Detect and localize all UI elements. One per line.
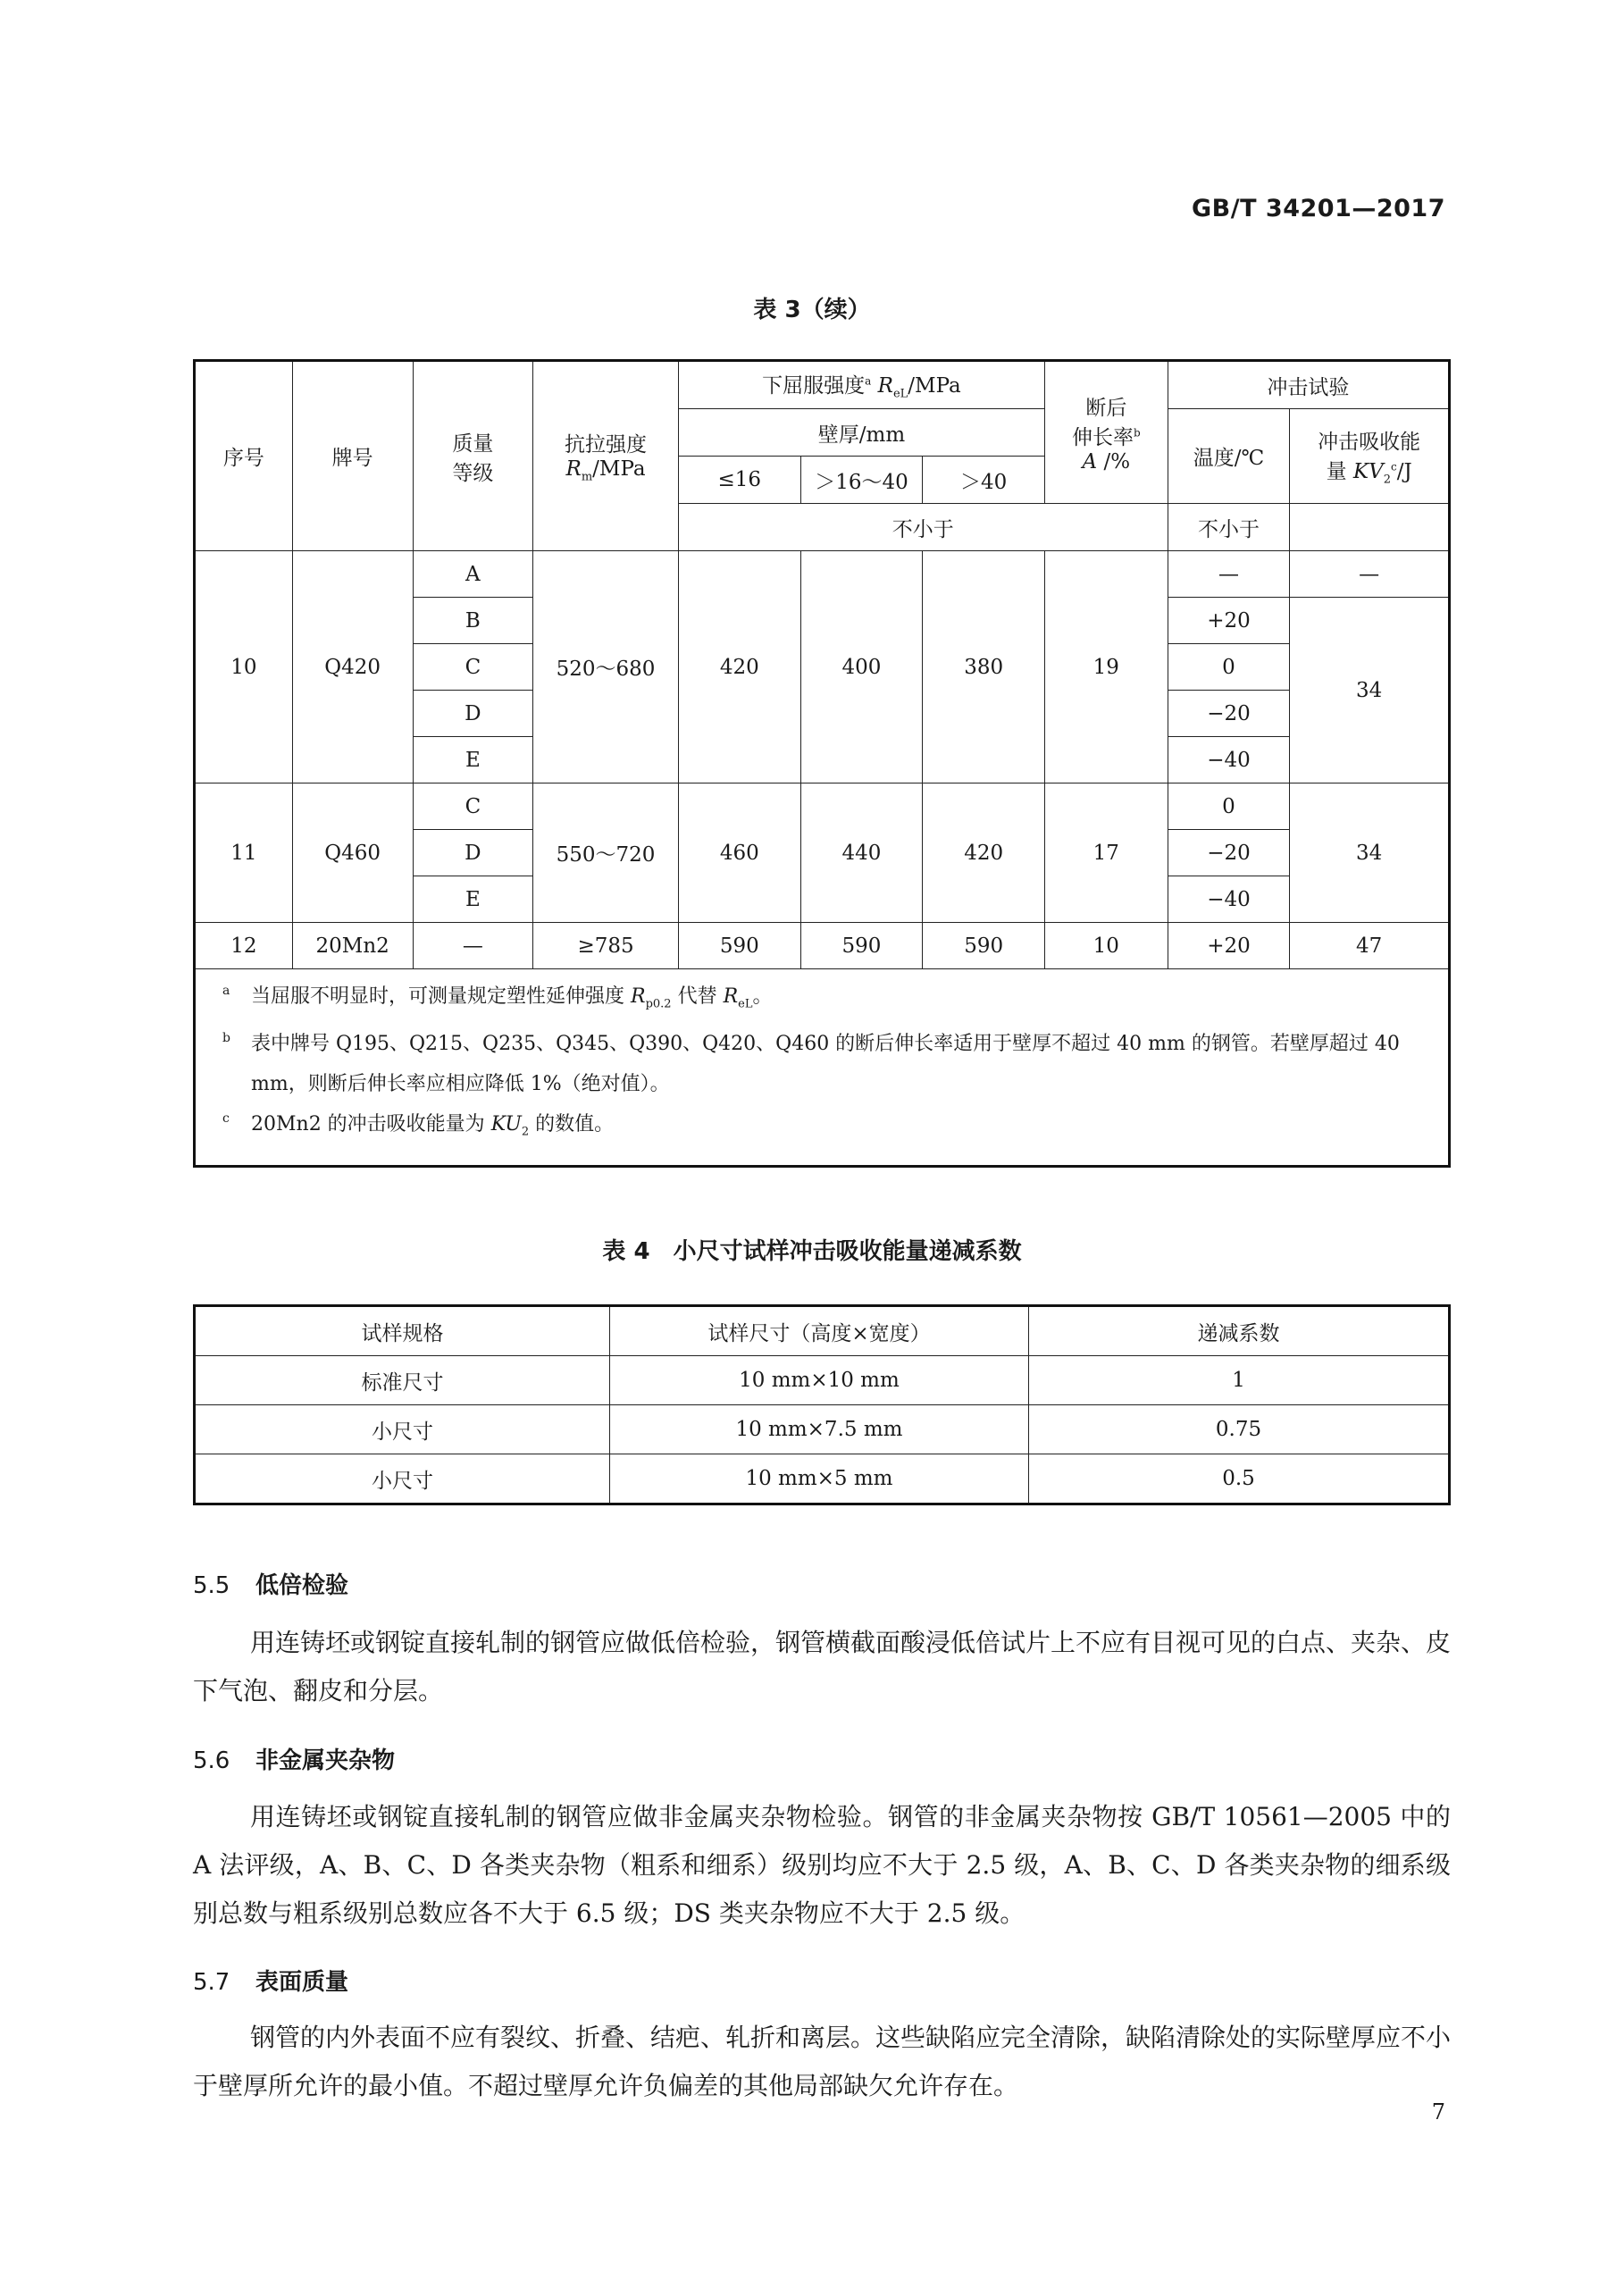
r11-temp-d: −20 <box>1168 830 1290 876</box>
r10-w3: 380 <box>923 551 1045 783</box>
r12-grade: 20Mn2 <box>292 923 413 969</box>
r11-elong: 17 <box>1045 783 1168 923</box>
table3-title: 表 3（续） <box>753 297 871 323</box>
r10-w2: 400 <box>800 551 923 783</box>
r12-seq: 12 <box>195 923 293 969</box>
table4-title: 表 4 小尺寸试样冲击吸收能量递减系数 <box>602 1238 1022 1265</box>
header-not-less: 不小于 <box>678 504 1168 551</box>
note-a: a 当屈服不明显时，可测量规定塑性延伸强度 $R_{p0.2}$ 代替 $R_{eL}$。 <box>222 984 773 1011</box>
header-quality: 质量 等级 <box>413 361 533 551</box>
r10-temp-c: 0 <box>1168 644 1290 691</box>
section-5-6-heading: 5.6 非金属夹杂物 <box>193 1747 396 1774</box>
r12-w2: 590 <box>800 923 923 969</box>
header-not-less-energy: 不小于 <box>1168 504 1290 551</box>
header-wall: 壁厚/mm <box>678 409 1044 457</box>
r11-tensile: 550～720 <box>533 783 679 923</box>
table4-cell: 10 mm×10 mm <box>609 1356 1028 1405</box>
header-w3: ＞40 <box>923 457 1045 504</box>
table4-cell: 小尺寸 <box>195 1405 610 1454</box>
r11-w3: 420 <box>923 783 1045 923</box>
r10-elong: 19 <box>1045 551 1168 783</box>
table-row <box>195 1356 1450 1405</box>
header-yield: 下屈服强度$^a$ $R_{eL}$/MPa <box>678 361 1044 409</box>
table4-header: 试样规格 <box>195 1306 610 1356</box>
r10-energy: 34 <box>1290 598 1450 783</box>
r10-temp-a: — <box>1168 551 1290 598</box>
r12-tensile: ≥785 <box>533 923 679 969</box>
section-5-7-heading: 5.7 表面质量 <box>193 1969 349 1996</box>
table4-cell: 标准尺寸 <box>195 1356 610 1405</box>
r12-q: — <box>413 923 533 969</box>
r10-q-d: D <box>413 691 533 737</box>
r12-elong: 10 <box>1045 923 1168 969</box>
r11-w1: 460 <box>678 783 800 923</box>
r11-energy: 34 <box>1290 783 1450 923</box>
table3-notes <box>195 969 1450 1167</box>
header-w2: ＞16～40 <box>800 457 923 504</box>
r10-temp-b: +20 <box>1168 598 1290 644</box>
table4-header-row <box>195 1306 1450 1356</box>
table4-cell: 10 mm×5 mm <box>609 1454 1028 1504</box>
table4-header: 试样尺寸（高度×宽度） <box>609 1306 1028 1356</box>
r11-seq: 11 <box>195 783 293 923</box>
r12-temp: +20 <box>1168 923 1290 969</box>
r10-q-b: B <box>413 598 533 644</box>
note-c: c 20Mn2 的冲击吸收能量为 $KU_2$ 的数值。 <box>222 1111 615 1139</box>
section-5-6-text: 用连铸坯或钢锭直接轧制的钢管应做非金属夹杂物检验。钢管的非金属夹杂物按 GB/T 10561—2005 中的 A 法评级，A、B、C、D 各类夹杂物（粗系和细系）级别均应不大于 2.5 级，A、B、C、D 各类夹杂物的细系级别总数与粗系级别总数应各不大于 6.5 级；DS 类夹杂物应不大于 2.5 级。 <box>193 1802 1451 1928</box>
r11-q-c: C <box>413 783 533 830</box>
r11-grade: Q460 <box>292 783 413 923</box>
r10-w1: 420 <box>678 551 800 783</box>
header-elongation: 断后 伸长率$^b$ A /% <box>1045 361 1168 504</box>
table4-cell: 0.75 <box>1029 1405 1450 1454</box>
header-seq: 序号 <box>195 361 293 551</box>
section-5-7-text: 钢管的内外表面不应有裂纹、折叠、结疤、轧折和离层。这些缺陷应完全清除，缺陷清除处的实际壁厚应不小于壁厚所允许的最小值。不超过壁厚允许负偏差的其他局部缺欠允许存在。 <box>193 2023 1452 2100</box>
table-row <box>195 1405 1450 1454</box>
r10-q-e: E <box>413 737 533 783</box>
section-5-5-text: 用连铸坯或钢锭直接轧制的钢管应做低倍检验，钢管横截面酸浸低倍试片上不应有目视可见的白点、夹杂、皮下气泡、翻皮和分层。 <box>193 1628 1452 1705</box>
r12-w1: 590 <box>678 923 800 969</box>
table4-cell: 1 <box>1029 1356 1450 1405</box>
r10-grade: Q420 <box>292 551 413 783</box>
table4-cell: 0.5 <box>1029 1454 1450 1504</box>
r12-energy: 47 <box>1290 923 1450 969</box>
table4-cell: 10 mm×7.5 mm <box>609 1405 1028 1454</box>
page-number: 7 <box>1431 2099 1445 2124</box>
r10-temp-e: −40 <box>1168 737 1290 783</box>
table-row <box>195 1454 1450 1504</box>
table4 <box>193 1304 1451 1505</box>
header-grade: 牌号 <box>292 361 413 551</box>
r10-q-c: C <box>413 644 533 691</box>
r10-q-a: A <box>413 551 533 598</box>
note-b: b 表中牌号 Q195、Q215、Q235、Q345、Q390、Q420、Q460 的断后伸长率适用于壁厚不超过 40 mm 的钢管。若壁厚超过 40 mm，则断后伸长率应相应降低 1%（绝对值）。 <box>222 1031 1400 1096</box>
header-temp: 温度/℃ <box>1168 409 1290 504</box>
section-5-5-heading: 5.5 低倍检验 <box>193 1572 349 1599</box>
header-energy: 冲击吸收能 量 $KV_2^c/J$ <box>1290 409 1450 504</box>
r10-energy-a: — <box>1290 551 1450 598</box>
r11-q-d: D <box>413 830 533 876</box>
r11-w2: 440 <box>800 783 923 923</box>
standard-code: GB/T 34201—2017 <box>1192 195 1445 222</box>
r10-temp-d: −20 <box>1168 691 1290 737</box>
table3 <box>193 359 1451 1168</box>
r11-q-e: E <box>413 876 533 923</box>
table4-header: 递减系数 <box>1029 1306 1450 1356</box>
r11-temp-e: −40 <box>1168 876 1290 923</box>
r11-temp-c: 0 <box>1168 783 1290 830</box>
r12-w3: 590 <box>923 923 1045 969</box>
header-tensile: 抗拉强度 $R_m$/MPa <box>533 361 679 551</box>
table4-cell: 小尺寸 <box>195 1454 610 1504</box>
header-w1: ≤16 <box>678 457 800 504</box>
r10-seq: 10 <box>195 551 293 783</box>
header-impact: 冲击试验 <box>1168 361 1449 409</box>
r10-tensile: 520～680 <box>533 551 679 783</box>
